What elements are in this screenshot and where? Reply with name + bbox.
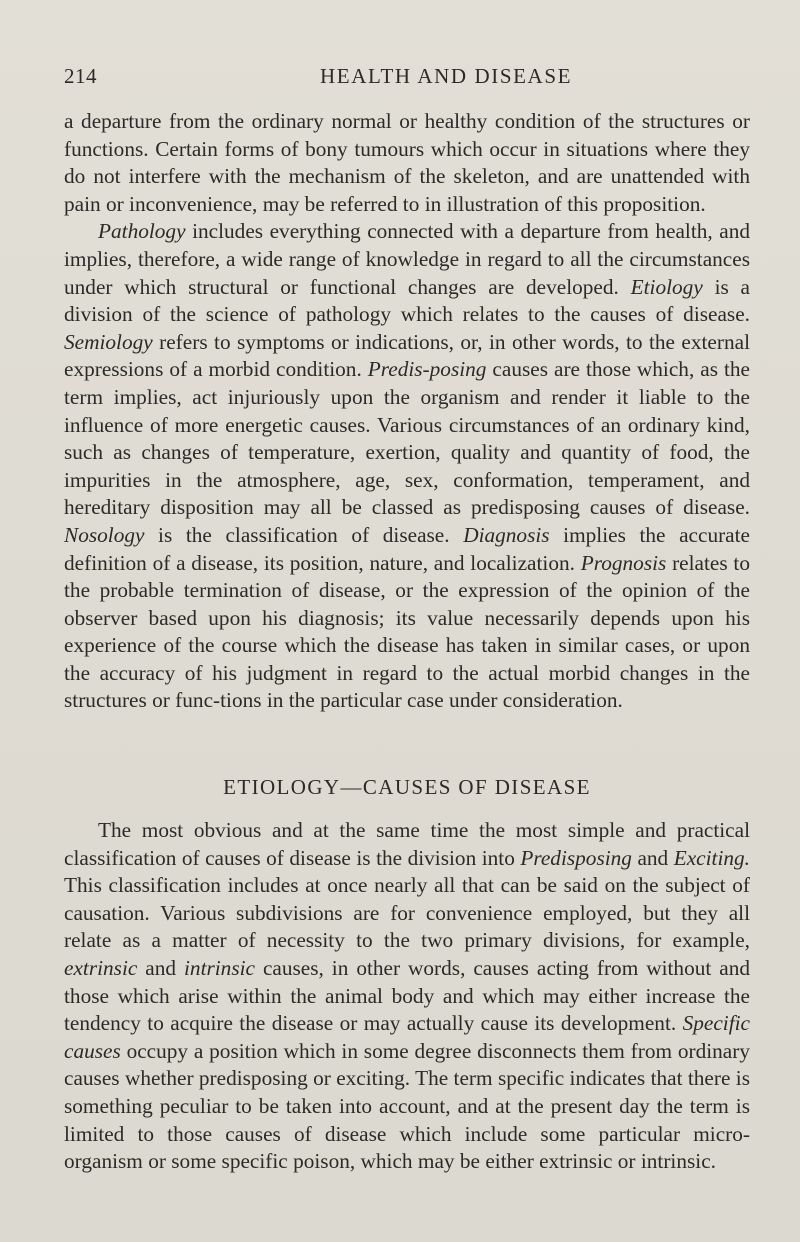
paragraph-2-text-6: implies the accurate definition of a disease, its position, nature, and localization. [64, 522, 751, 575]
paragraph-2-text-2: is a division of the science of pathology which relates to the causes of disease. [64, 274, 750, 327]
term-intrinsic: intrinsic [184, 956, 255, 981]
term-extrinsic: extrinsic [64, 956, 138, 981]
paragraph-3-text-6: occupy a position which in some degree disconnects them from ordinary causes whether predisposing or exciting. The term specific indicates that there is something peculiar to be taken into account, and at the present day the term is limited to those causes of disease which include some particular micro-organism or some specific poison, which may be either extrinsic or intrinsic. [64, 1038, 750, 1174]
paragraph-2-text-4: causes are those which, as the term implies, act injuriously upon the organism and render it liable to the influence of more energetic causes. Various circumstances of an ordinary kind, such as changes of temperature, exertion, quality and quantity of food, the impurities in the atmosphere, age, sex, conformation, temperament, and hereditary disposition may all be classed as predisposing causes of disease. [64, 357, 750, 520]
term-etiology: Etiology [630, 274, 703, 299]
term-predisposing: Predis-posing [367, 357, 487, 382]
term-exciting: Exciting. [673, 845, 750, 870]
term-nosology: Nosology [64, 522, 145, 547]
paragraph-2-text-7: relates to the probable termination of disease, or the expression of the opinion of the observer based upon his diagnosis; its value necessarily depends upon his experience of the course which the disease has taken in similar cases, or upon the accuracy of his judgment in regard to the actual morbid changes in the structures or func-tions in the particular case under consideration. [64, 550, 750, 713]
paragraph-3-text-5: causes, in other words, causes acting from without and those which arise within the animal body and which may either increase the tendency to acquire the disease or may actually cause its development. [64, 956, 750, 1036]
paragraph-3-text-2: and [631, 845, 674, 870]
paragraph-3-text-4: and [137, 956, 184, 981]
paragraph-2 [64, 218, 750, 715]
term-specific-causes: Specific causes [64, 1011, 750, 1063]
term-diagnosis: Diagnosis [463, 522, 550, 547]
term-pathology: Pathology [98, 219, 186, 244]
paragraph-3-text-1: The most obvious and at the same time the most simple and practical classification of causes of disease is the division into [64, 818, 750, 870]
section-heading: ETIOLOGY—CAUSES OF DISEASE [223, 775, 591, 800]
paragraph-3 [64, 817, 750, 1176]
paragraph-2-text-5: is the classification of disease. [144, 522, 464, 547]
term-semiology: Semiology [64, 329, 153, 354]
paragraph-2-text-3: refers to symptoms or indications, or, in other words, to the external expressions of a morbid condition. [64, 329, 750, 382]
paragraph-3-text-3: This classification includes at once nearly all that can be said on the subject of causation. Various subdivisions are for convenience employed, but they all relate as a matter of necessity to the two primary divisions, for example, [64, 873, 750, 953]
page-number: 214 [64, 64, 97, 88]
term-prognosis: Prognosis [580, 550, 667, 575]
paragraph-1 [64, 108, 750, 218]
running-title: HEALTH AND DISEASE [320, 64, 573, 88]
running-head [64, 64, 744, 94]
body-text [64, 108, 750, 1176]
term-predisposing-2: Predisposing [520, 845, 632, 870]
paragraph-2-text-1: includes everything connected with a departure from health, and implies, therefore, a wide range of knowledge in regard to all the circumstances under which structural or functional changes are developed. [64, 219, 750, 299]
paragraph-1-text: a departure from the ordinary normal or healthy condition of the structures or functions. Certain forms of bony tumours which occur in situations where they do not interfere with the mechanism of the skeleton, and are unattended with pain or inconvenience, may be referred to in illustration of this proposition. [64, 109, 750, 216]
